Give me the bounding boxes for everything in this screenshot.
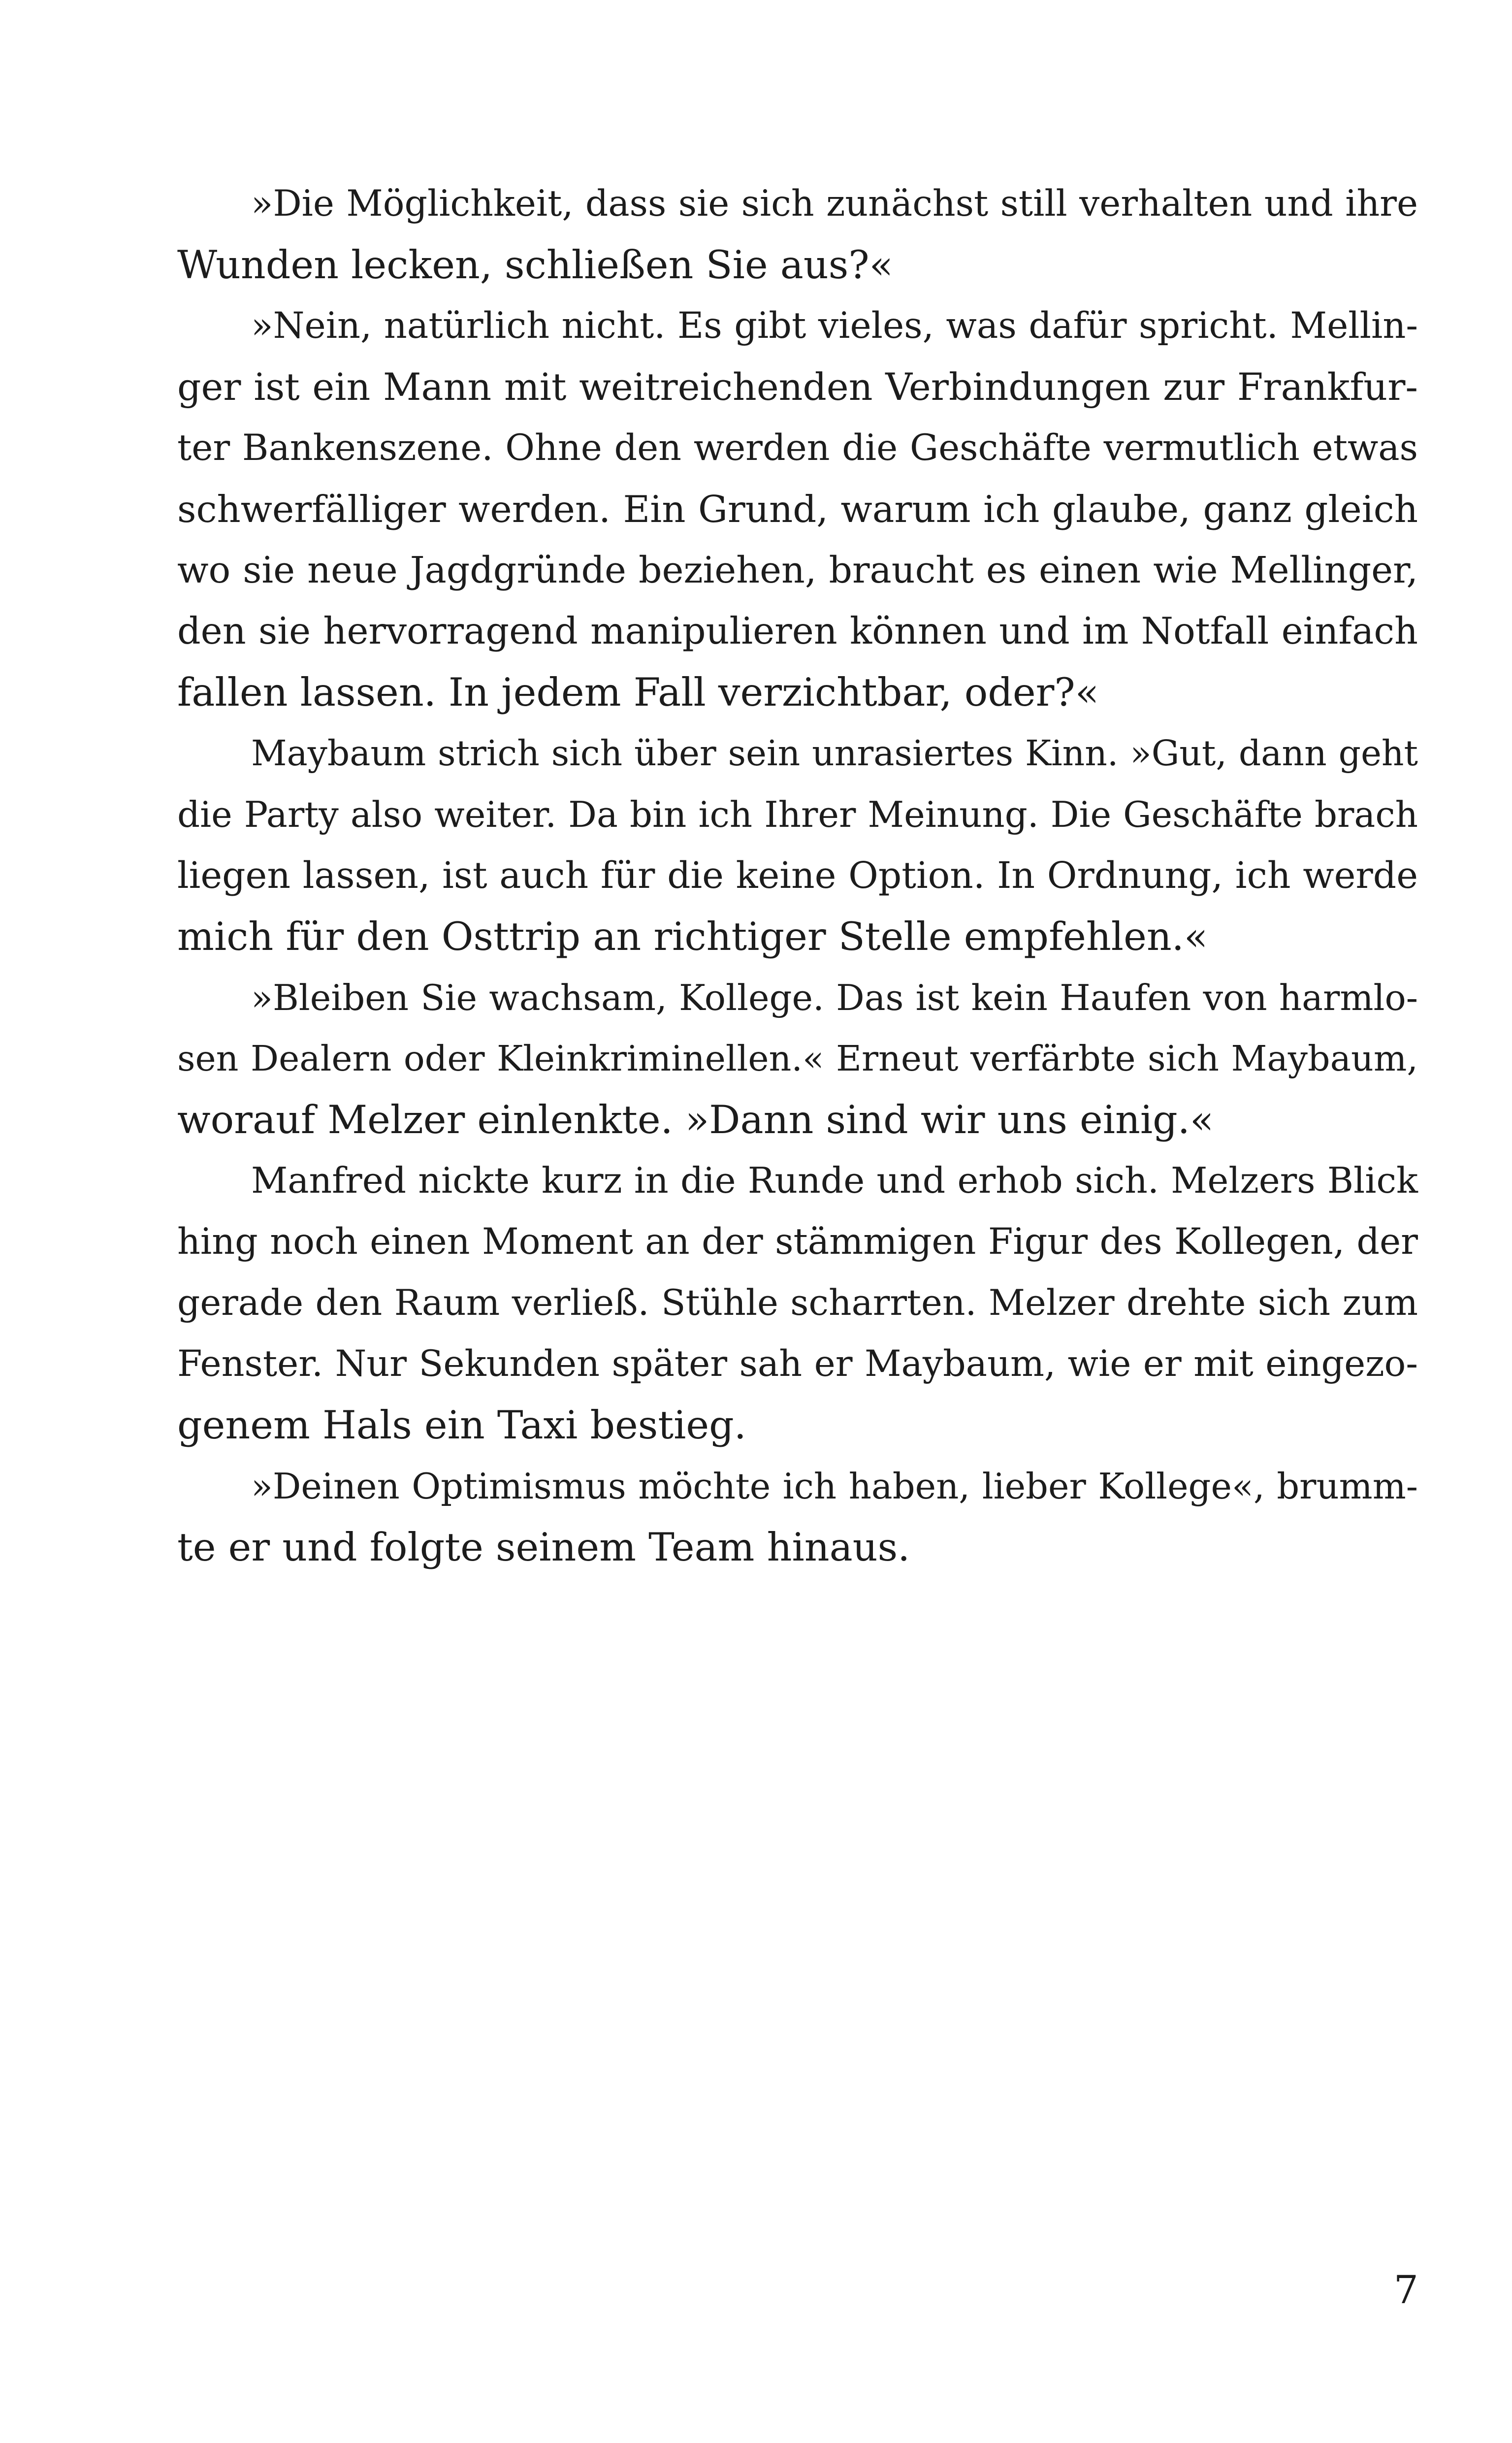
- text-line: gerade den Raum verließ. Stühle scharrten. Melzer drehte sich zum: [177, 1282, 1418, 1324]
- text-line: ger ist ein Mann mit weitreichenden Verbindungen zur Frankfur-: [177, 365, 1418, 409]
- text-line: fallen lassen. In jedem Fall verzichtbar, oder?«: [177, 670, 1099, 715]
- text-line: den sie hervorragend manipulieren können und im Notfall einfach: [177, 610, 1418, 652]
- text-line: genem Hals ein Taxi bestieg.: [177, 1402, 746, 1448]
- paragraph: [177, 173, 1418, 295]
- text-line: worauf Melzer einlenkte. »Dann sind wir uns einig.«: [177, 1097, 1214, 1142]
- body-text: [177, 173, 1418, 1578]
- text-line: »Deinen Optimismus möchte ich haben, lieber Kollege«, brumm-: [251, 1466, 1418, 1507]
- text-line: »Die Möglichkeit, dass sie sich zunächst still verhalten und ihre: [251, 183, 1418, 225]
- text-line: »Nein, natürlich nicht. Es gibt vieles, was dafür spricht. Mellin-: [251, 305, 1418, 347]
- paragraph: [177, 1456, 1418, 1578]
- text-line: hing noch einen Moment an der stämmigen Figur des Kollegen, der: [177, 1221, 1418, 1263]
- paragraph: [177, 1150, 1418, 1456]
- paragraph: [177, 295, 1418, 723]
- text-line: Manfred nickte kurz in die Runde und erhob sich. Melzers Blick: [251, 1160, 1418, 1202]
- text-line: liegen lassen, ist auch für die keine Option. In Ordnung, ich werde: [177, 854, 1418, 897]
- page-number: 7: [1393, 2267, 1418, 2313]
- text-line: ter Bankenszene. Ohne den werden die Geschäfte vermutlich etwas: [177, 427, 1418, 469]
- paragraph: [177, 723, 1418, 967]
- text-line: Fenster. Nur Sekunden später sah er Maybaum, wie er mit eingezo-: [177, 1343, 1418, 1385]
- text-line: Maybaum strich sich über sein unrasiertes Kinn. »Gut, dann geht: [251, 733, 1418, 774]
- text-line: mich für den Osttrip an richtiger Stelle empfehlen.«: [177, 914, 1208, 959]
- text-line: »Bleiben Sie wachsam, Kollege. Das ist kein Haufen von harmlo-: [251, 977, 1418, 1018]
- text-line: schwerfälliger werden. Ein Grund, warum ich glaube, ganz gleich: [177, 488, 1418, 531]
- paragraph: [177, 967, 1418, 1150]
- text-line: te er und folgte seinem Team hinaus.: [177, 1525, 910, 1570]
- text-line: wo sie neue Jagdgründe beziehen, braucht es einen wie Mellinger,: [177, 549, 1418, 591]
- text-line: die Party also weiter. Da bin ich Ihrer Meinung. Die Geschäfte brach: [177, 794, 1418, 835]
- text-line: Wunden lecken, schließen Sie aus?«: [177, 242, 893, 288]
- text-line: sen Dealern oder Kleinkriminellen.« Erneut verfärbte sich Maybaum,: [177, 1038, 1418, 1079]
